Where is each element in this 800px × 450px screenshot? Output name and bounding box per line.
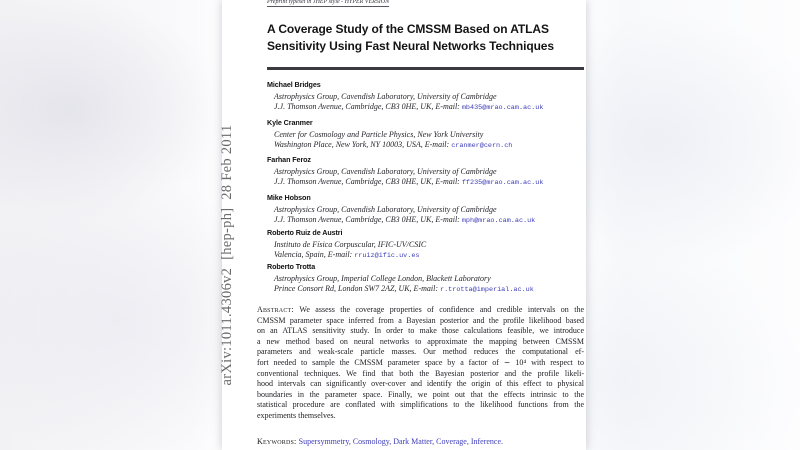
author-block xyxy=(267,193,585,226)
abstract-line: boundaries in the parameter space. Finally, we point out that the effects intrinsic to the xyxy=(257,389,584,399)
author-address-text: Prince Consort Rd, London SW7 2AZ, UK, E-mail: xyxy=(274,283,440,293)
keywords-line xyxy=(257,437,584,448)
author-block xyxy=(267,118,585,151)
author-address-text: Valencia, Spain, E-mail: xyxy=(274,249,355,259)
author-email-link[interactable]: mph@mrao.cam.ac.uk xyxy=(461,216,536,225)
abstract-line: conventional techniques. We find that both the Bayesian posterior and the profile likeli- xyxy=(257,368,584,378)
author-affiliation: Astrophysics Group, Cavendish Laboratory, University of Cambridge xyxy=(274,166,497,176)
author-address xyxy=(274,215,585,226)
author-name: Roberto Trotta xyxy=(267,262,316,271)
author-name: Michael Bridges xyxy=(267,80,321,89)
title-rule xyxy=(267,67,584,70)
author-address xyxy=(274,140,585,151)
abstract-section xyxy=(257,305,584,422)
abstract-line: experiments themselves. xyxy=(257,410,336,420)
author-address xyxy=(274,284,585,295)
preprint-notice: Preprint typeset in JHEP style - HYPER VERSION xyxy=(267,0,390,5)
paper-title xyxy=(267,21,585,55)
author-email-link[interactable]: cranmer@cern.ch xyxy=(451,141,513,150)
author-address xyxy=(274,177,585,188)
author-email-link[interactable]: mb435@mrao.cam.ac.uk xyxy=(461,103,544,112)
author-block xyxy=(267,80,585,113)
abstract-label: Abstract: xyxy=(257,305,300,314)
paper-title-line-1: A Coverage Study of the CMSSM Based on ATLAS xyxy=(267,22,549,36)
author-address-text: Washington Place, New York, NY 10003, USA, E-mail: xyxy=(274,139,452,149)
author-address xyxy=(274,102,585,113)
keyword-links[interactable]: Supersymmetry, Cosmology, Dark Matter, Coverage, Inference. xyxy=(298,437,504,446)
author-block xyxy=(267,262,585,295)
author-name: Farhan Feroz xyxy=(267,155,311,164)
author-affiliation: Astrophysics Group, Cavendish Laboratory, University of Cambridge xyxy=(274,91,497,101)
author-block xyxy=(267,155,585,188)
author-email-link[interactable]: ff235@mrao.cam.ac.uk xyxy=(461,178,544,187)
author-address xyxy=(274,250,585,261)
paper-page xyxy=(222,0,586,450)
abstract-line: Abstract: We assess the coverage properties of confidence and credible intervals on the xyxy=(257,305,584,314)
abstract-line: statistical procedure are conflated with simplifications to the likelihood functions from the xyxy=(257,400,584,410)
author-name: Kyle Cranmer xyxy=(267,118,313,127)
author-name: Mike Hobson xyxy=(267,193,311,202)
author-affiliation: Instituto de Física Corpuscular, IFIC-UV/CSIC xyxy=(274,239,427,249)
arxiv-id-watermark: arXiv:1011.4306v2 [hep-ph] 28 Feb 2011 xyxy=(219,124,235,386)
author-affiliation: Center for Cosmology and Particle Physics, New York University xyxy=(274,129,484,139)
author-address-text: J.J. Thomson Avenue, Cambridge, CB3 0HE, UK, E-mail: xyxy=(274,214,462,224)
paper-title-line-2: Sensitivity Using Fast Neural Networks Techniques xyxy=(267,39,554,53)
author-affiliation: Astrophysics Group, Cavendish Laboratory, University of Cambridge xyxy=(274,204,497,214)
abstract-line: on an ATLAS sensitivity study. In order to make those calculations feasible, we introduce xyxy=(257,326,584,336)
abstract-line: a new method based on neural networks to approximate the mapping between CMSSM xyxy=(257,336,584,346)
abstract-line: fort needed to sample the CMSSM parameter space by a factor of ∼ 10⁴ with respect to xyxy=(257,357,584,367)
abstract-line: CMSSM parameter space inferred from a Bayesian posterior and the profile likelihood based xyxy=(257,315,584,325)
keywords-label: Keywords: xyxy=(257,437,299,446)
author-address-text: J.J. Thomson Avenue, Cambridge, CB3 0HE, UK, E-mail: xyxy=(274,176,462,186)
abstract-line: hood intervals can significantly over-cover and identify the origin of this effect to physical xyxy=(257,379,584,389)
author-affiliation: Astrophysics Group, Imperial College London, Blackett Laboratory xyxy=(274,273,491,283)
author-address-text: J.J. Thomson Avenue, Cambridge, CB3 0HE, UK, E-mail: xyxy=(274,101,462,111)
author-email-link[interactable]: r.trotta@imperial.ac.uk xyxy=(440,285,534,294)
author-email-link[interactable]: rruiz@ific.uv.es xyxy=(354,251,420,260)
author-block xyxy=(267,228,585,261)
abstract-line: parameters and weak-scale particle masses. Our method reduces the computational ef- xyxy=(257,347,584,357)
author-name: Roberto Ruiz de Austri xyxy=(267,228,343,237)
